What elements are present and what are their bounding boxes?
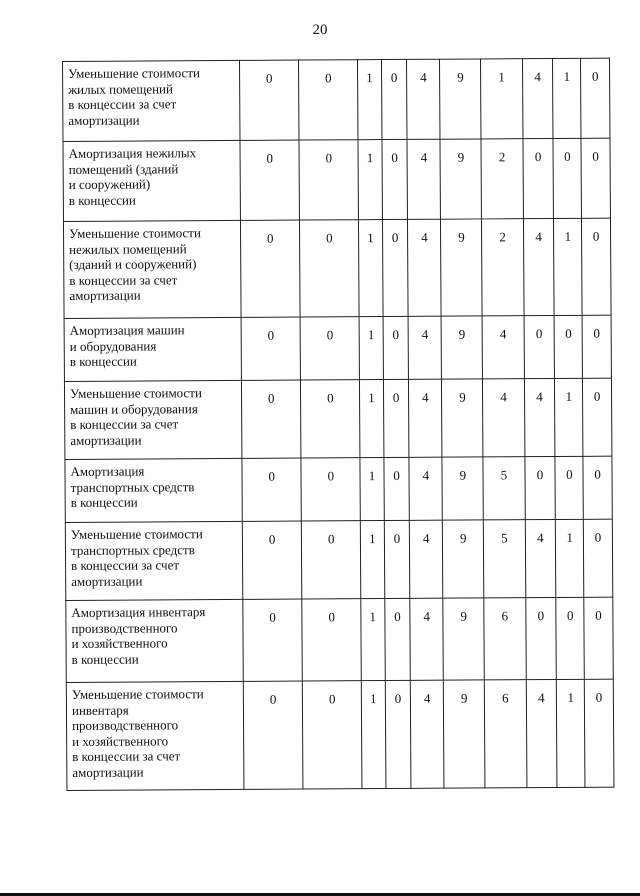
code-digit-cell: 0 [382, 219, 408, 316]
code-digit-cell: 9 [441, 316, 483, 379]
code-digit-cell: 1 [360, 380, 384, 458]
code-digit-cell: 0 [384, 520, 410, 598]
table-row [63, 138, 610, 221]
code-digit-cell: 4 [523, 218, 554, 315]
code-digit-cell: 1 [555, 378, 583, 456]
code-digit-cell: 4 [409, 379, 442, 457]
code-digit-cell: 2 [482, 219, 524, 316]
table-body [63, 58, 614, 790]
code-digit-cell: 1 [358, 140, 382, 220]
code-digit-cell: 1 [554, 218, 582, 315]
code-digit-cell: 1 [360, 458, 384, 521]
table-row [66, 597, 613, 682]
code-digit-cell: 4 [524, 378, 555, 456]
code-digit-cell: 0 [583, 519, 612, 597]
code-digit-cell: 1 [358, 60, 382, 140]
code-digit-cell: 0 [384, 598, 410, 680]
row-label: Амортизация машин и оборудования в концессии [64, 317, 241, 381]
table-row [65, 519, 612, 600]
code-digit-cell: 0 [243, 599, 303, 681]
code-digit-cell: 5 [484, 520, 526, 598]
code-digit-cell: 0 [382, 139, 408, 219]
code-digit-cell: 1 [360, 521, 384, 599]
code-digit-cell: 0 [584, 597, 613, 679]
code-digit-cell: 4 [410, 598, 443, 680]
code-digit-cell: 4 [410, 520, 443, 598]
code-digit-cell: 0 [299, 60, 358, 140]
code-digit-cell: 0 [525, 597, 556, 679]
code-digit-cell: 4 [408, 316, 441, 379]
code-digit-cell: 4 [522, 59, 553, 139]
code-digit-cell: 1 [557, 679, 585, 787]
code-digit-cell: 0 [582, 218, 611, 315]
code-digit-cell: 1 [553, 58, 581, 138]
code-digit-cell: 0 [303, 681, 362, 789]
code-digit-cell: 0 [239, 60, 299, 140]
row-label: Уменьшение стоимости транспортных средств в концессии за счет амортизации [65, 521, 242, 600]
code-digit-cell: 0 [301, 380, 360, 458]
code-digit-cell: 0 [241, 380, 301, 458]
code-digit-cell: 4 [411, 680, 445, 788]
code-digit-cell: 2 [481, 139, 523, 219]
code-digit-cell: 4 [407, 59, 440, 139]
row-label: Амортизация инвентаря производственного и хозяйственного в концессии [66, 599, 243, 682]
code-digit-cell: 0 [583, 456, 612, 519]
code-digit-cell: 0 [524, 456, 555, 519]
code-digit-cell: 9 [441, 219, 483, 316]
code-digit-cell: 9 [443, 520, 485, 598]
code-digit-cell: 1 [361, 681, 385, 789]
code-digit-cell: 1 [359, 220, 383, 317]
code-digit-cell: 0 [583, 378, 612, 456]
code-digit-cell: 0 [240, 220, 300, 317]
code-digit-cell: 0 [553, 138, 581, 218]
row-label: Амортизация нежилых помещений (зданий и сооружений) в концессии [63, 140, 240, 221]
account-code-table [62, 58, 614, 791]
code-digit-cell: 0 [581, 138, 610, 218]
code-digit-cell: 0 [524, 315, 555, 378]
row-label: Амортизация транспортных средств в концессии [65, 458, 242, 522]
code-digit-cell: 1 [359, 317, 383, 380]
code-digit-cell: 0 [556, 597, 584, 679]
code-digit-cell: 5 [483, 457, 525, 520]
row-label: Уменьшение стоимости инвентаря производственного и хозяйственного в концессии за счет амортизации [66, 681, 244, 790]
row-label: Уменьшение стоимости нежилых помещений (зданий и сооружений) в концессии за счет амортизации [63, 220, 240, 318]
table-row [65, 456, 612, 522]
code-digit-cell: 0 [241, 317, 301, 380]
code-digit-cell: 0 [383, 316, 409, 379]
code-digit-cell: 0 [302, 599, 361, 681]
code-digit-cell: 0 [301, 458, 360, 521]
code-digit-cell: 9 [442, 457, 484, 520]
code-digit-cell: 4 [525, 519, 556, 597]
code-digit-cell: 0 [381, 59, 407, 139]
code-digit-cell: 4 [407, 139, 440, 219]
code-digit-cell: 1 [556, 519, 584, 597]
table-row [66, 679, 614, 790]
code-digit-cell: 9 [440, 139, 482, 219]
code-digit-cell: 9 [442, 379, 484, 457]
code-digit-cell: 0 [299, 140, 358, 220]
code-digit-cell: 4 [526, 679, 558, 787]
code-digit-cell: 0 [554, 315, 582, 378]
code-digit-cell: 9 [440, 59, 482, 139]
code-digit-cell: 4 [408, 219, 441, 316]
code-digit-cell: 4 [482, 316, 524, 379]
code-digit-cell: 9 [443, 598, 485, 680]
code-digit-cell: 0 [243, 681, 303, 789]
code-digit-cell: 9 [444, 680, 486, 788]
table-row [64, 315, 611, 381]
code-digit-cell: 0 [384, 457, 410, 520]
table-row [63, 58, 610, 141]
code-digit-cell: 0 [240, 140, 300, 220]
code-digit-cell: 0 [242, 458, 302, 521]
code-digit-cell: 0 [301, 317, 360, 380]
code-digit-cell: 4 [409, 457, 442, 520]
table-row [63, 218, 611, 318]
code-digit-cell: 0 [584, 679, 614, 787]
code-digit-cell: 0 [555, 456, 583, 519]
table-row [64, 378, 611, 459]
code-digit-cell: 0 [385, 680, 411, 788]
code-digit-cell: 6 [484, 598, 526, 680]
row-label: Уменьшение стоимости жилых помещений в концессии за счет амортизации [63, 60, 240, 141]
code-digit-cell: 1 [481, 59, 523, 139]
code-digit-cell: 6 [485, 680, 527, 788]
code-digit-cell: 0 [302, 521, 361, 599]
code-digit-cell: 0 [300, 220, 359, 317]
code-digit-cell: 0 [582, 315, 611, 378]
code-digit-cell: 0 [581, 58, 610, 138]
code-digit-cell: 0 [383, 379, 409, 457]
code-digit-cell: 4 [483, 379, 525, 457]
row-label: Уменьшение стоимости машин и оборудования в концессии за счет амортизации [64, 380, 241, 459]
page-number: 20 [312, 22, 328, 38]
code-digit-cell: 1 [361, 599, 385, 681]
code-digit-cell: 0 [242, 521, 302, 599]
code-digit-cell: 0 [523, 138, 554, 218]
